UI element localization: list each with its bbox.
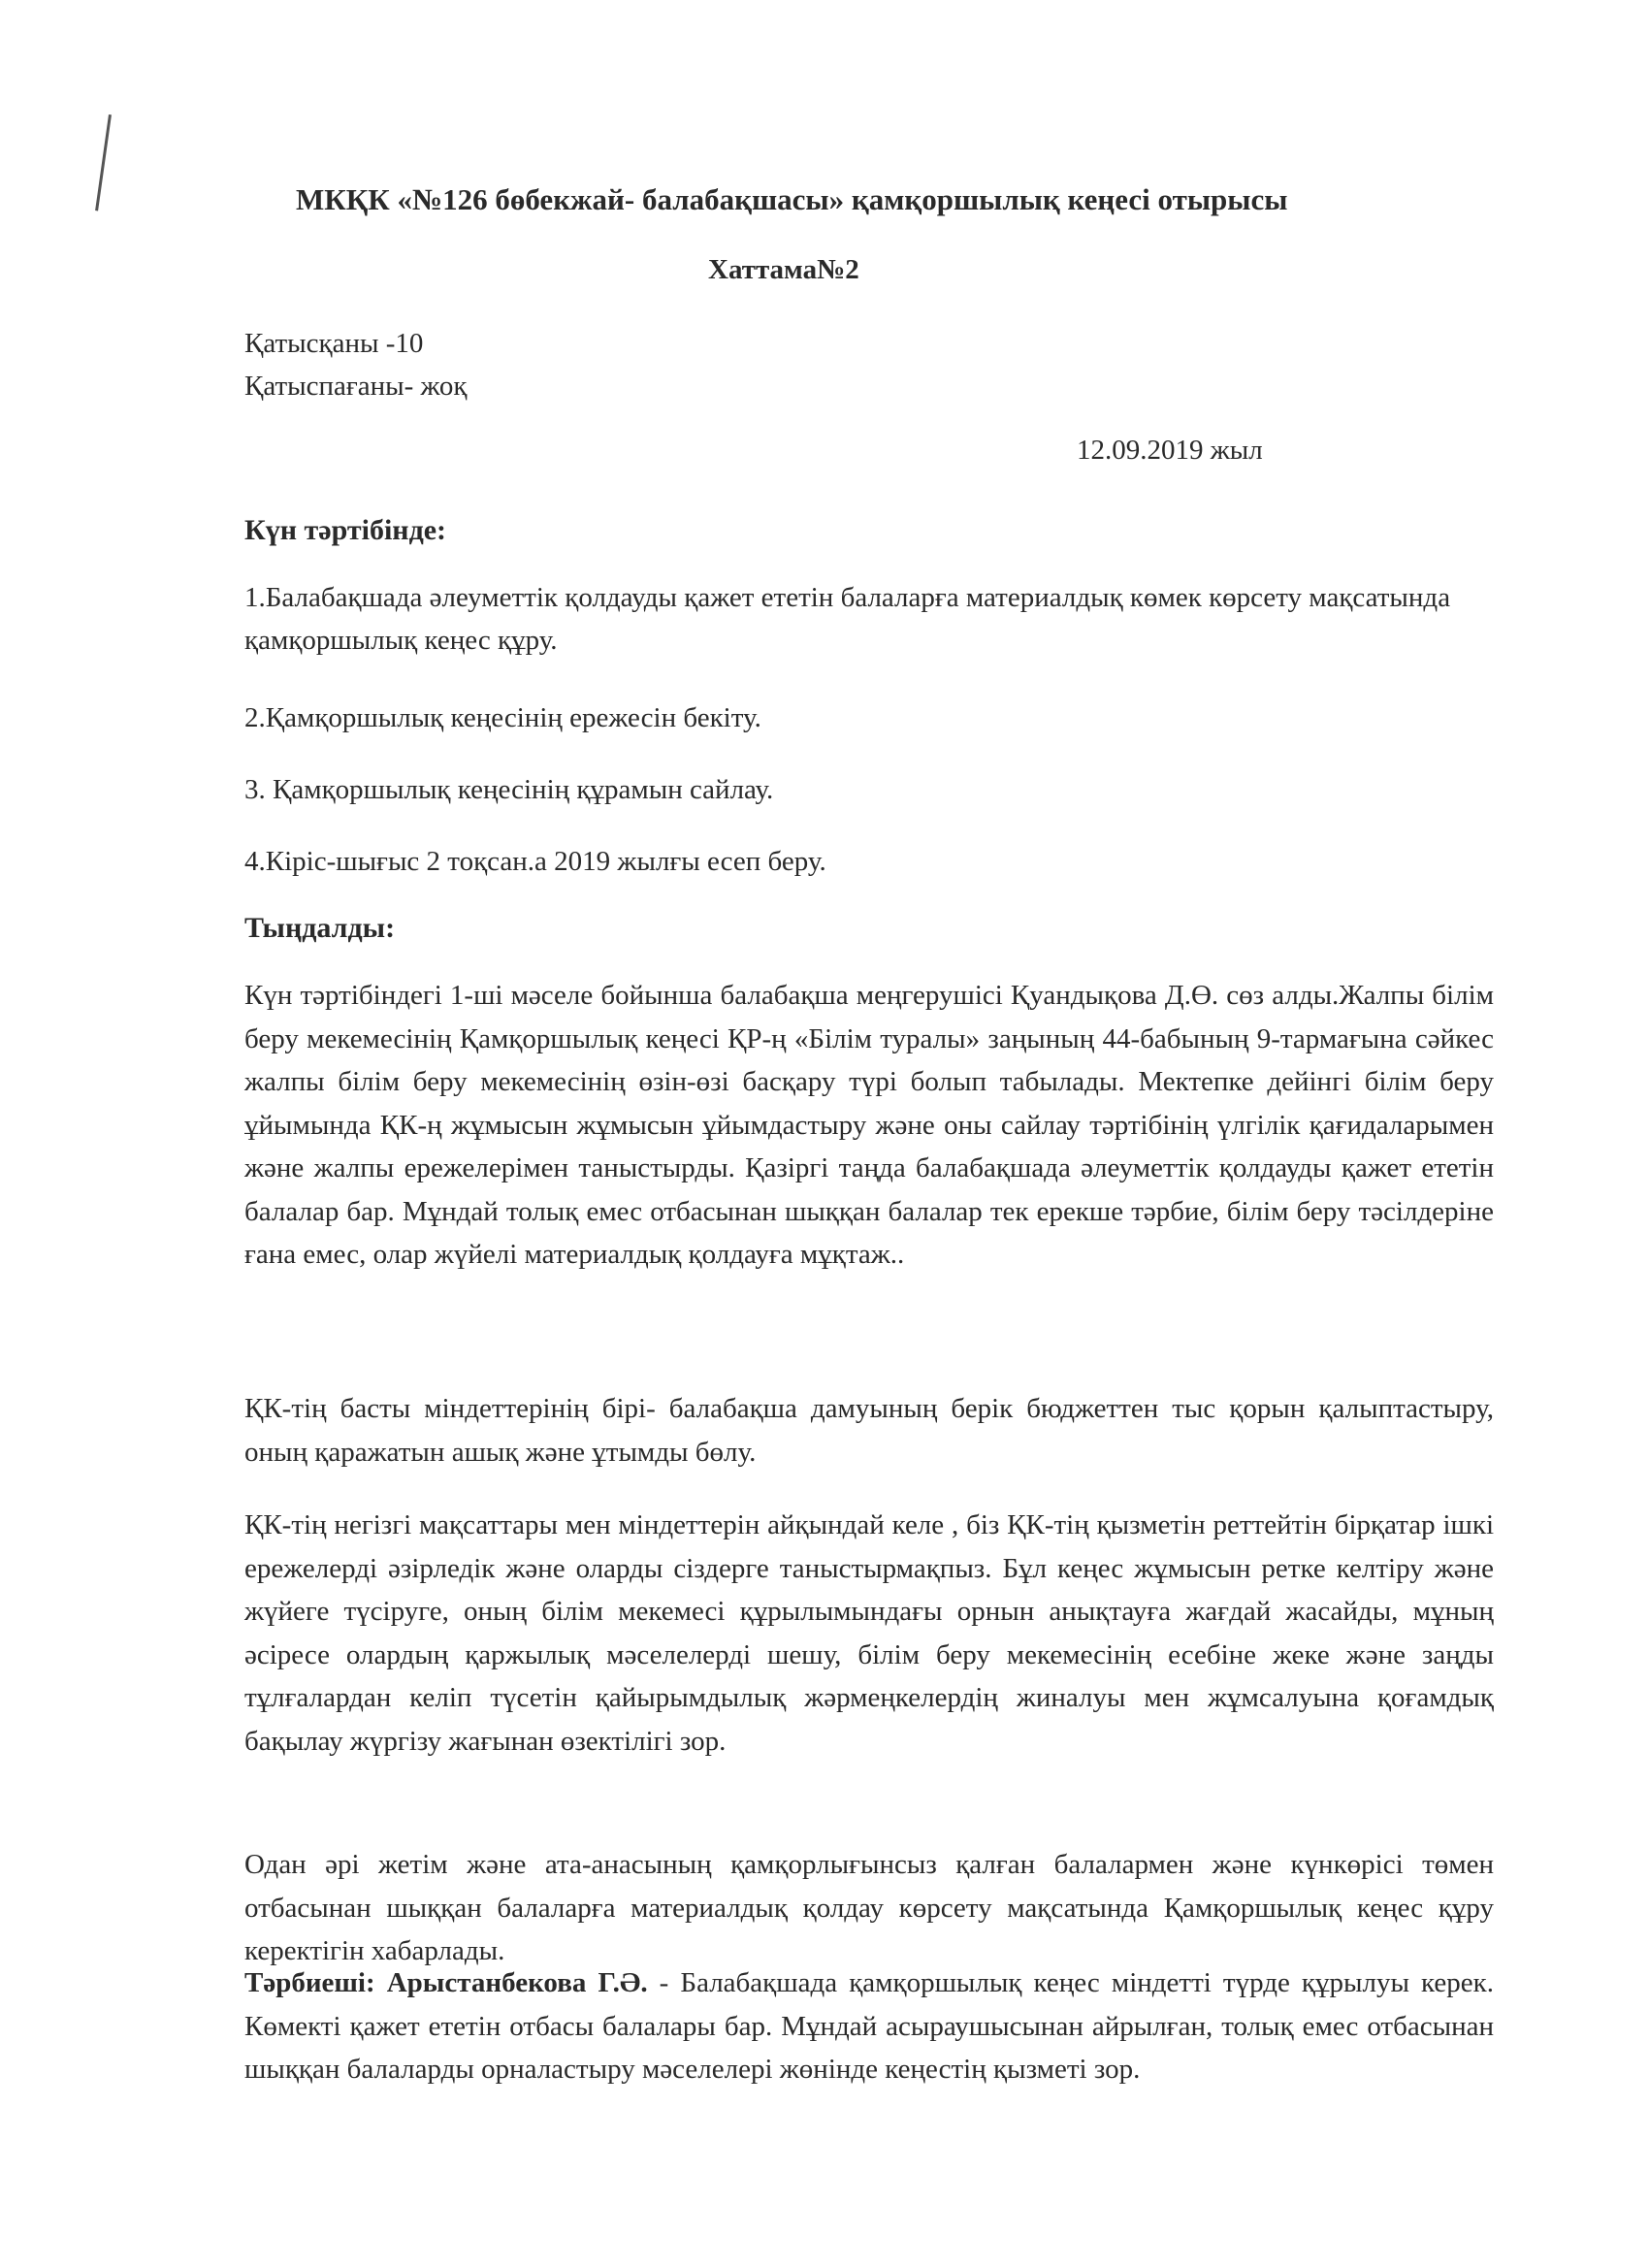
agenda-item: 2.Қамқоршылық кеңесінің ережесін бекіту. [244,702,761,733]
protocol-number: Хаттама№2 [708,254,859,285]
speaker-text: - Балабақшада қамқоршылық кеңес міндетті түрде құрылуы керек. Көмекті қажет ететін отбасы балалары бар. Мұндай асыраушысынан айрылған, толық емес отбасынан шыққан балаларды орналастыру мәселелері жөнінде кеңестің қызметі зор. [244,1967,1495,2085]
speaker-label: Тәрбиеші: Арыстанбекова Г.Ә. [244,1967,648,1998]
speaker-paragraph [244,1961,1494,2091]
attendance-absent: Қатыспағаны- жоқ [244,371,468,402]
agenda-item: 3. Қамқоршылық кеңесінің құрамын сайлау. [244,774,774,805]
heard-paragraph: ҚК-тің басты міндеттерінің бірі- балабақша дамуының берік бюджеттен тыс қорын қалыптастыру, оның қаражатын ашық және ұтымды бөлу. [244,1393,1494,1468]
pen-mark [95,114,112,211]
agenda-heading: Күн тәртібінде: [244,514,447,546]
heard-paragraph: Одан әрі жетім және ата-анасының қамқорлығынсыз қалған балалармен және күнкөрісі төмен отбасынан шыққан балаларға материалдық қолдау көрсету мақсатында Қамқоршылық кеңес құру керектігін хабарлады. [244,1849,1494,1966]
attendance-present: Қатысқаны -10 [244,328,424,359]
meeting-date: 12.09.2019 жыл [1077,435,1263,466]
heard-heading: Тыңдалды: [244,912,396,944]
heard-paragraph: ҚК-тің негізгі мақсаттары мен міндеттерін айқындай келе , біз ҚК-тің қызметін реттейтін бірқатар ішкі ережелерді әзірледік және оларды сіздерге таныстырмақпыз. Бұл кеңес жұмысын ретке келтіру және жүйеге түсіруге, оның білім мекемесі құрылымындағы орнын анықтауға жағдай жасайды, мұның әсіресе олардың қаржылық мәселелерді шешу, білім беру мекемесінің есебіне жеке және заңды тұлғалардан келіп түсетін қайырымдылық жәрмеңкелердің жиналуы мен жұмсалуына қоғамдық бақылау жүргізу жағынан өзектілігі зор. [244,1509,1494,1757]
document-title: МКҚК «№126 бөбекжай- балабақшасы» қамқоршылық кеңесі отырысы [296,182,1288,216]
agenda-item: 1.Балабақшада әлеуметтік қолдауды қажет ететін балаларға материалдық көмек көрсету мақсатында қамқоршылық кеңес құру. [244,582,1451,656]
heard-paragraph: Күн тәртібіндегі 1-ші мәселе бойынша балабақша меңгерушісі Қуандықова Д.Ө. сөз алды.Жалпы білім беру мекемесінің Қамқоршылық кеңесі ҚР-ң «Білім туралы» заңының 44-бабының 9-тармағына сәйкес жалпы білім беру мекемесінің өзін-өзі басқару түрі болып табылады. Мектепке дейінгі білім беру ұйымында ҚК-ң жұмысын жұмысын ұйымдастыру және оны сайлау тәртібінің үлгілік қағидаларымен және жалпы ережелерімен таныстырды. Қазіргі таңда балабақшада әлеуметтік қолдауды қажет ететін балалар бар. Мұндай толық емес отбасынан шыққан балалар тек ерекше тәрбие, білім беру тәсілдеріне ғана емес, олар жүйелі материалдық қолдауға мұқтаж.. [244,980,1494,1270]
agenda-item: 4.Кіріс-шығыс 2 тоқсан.а 2019 жылғы есеп беру. [244,846,826,877]
